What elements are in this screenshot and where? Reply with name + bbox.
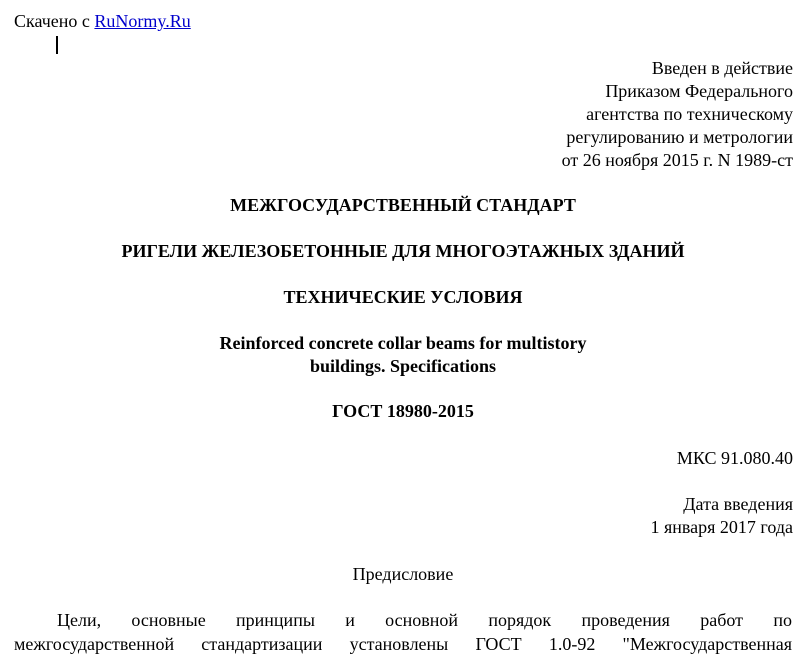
source-prefix: Скачено с [14,11,95,31]
paragraph-line: Цели, основные принципы и основной порядок проведения работ по [57,610,792,630]
english-title-line2: buildings. Specifications [309,356,497,376]
intro-date-value: 1 января 2017 года [650,517,793,537]
standard-name-heading: РИГЕЛИ ЖЕЛЕЗОБЕТОННЫЕ ДЛЯ МНОГОЭТАЖНЫХ ЗДАНИЙ [121,241,685,261]
foreword-heading: Предисловие [352,564,454,584]
gost-code: ГОСТ 18980-2015 [332,401,474,421]
enactment-line: Введен в действие [651,58,793,78]
english-title-line1: Reinforced concrete collar beams for multistory [219,333,587,353]
paragraph-line: межгосударственной стандартизации установлены ГОСТ 1.0-92 "Межгосударственная [14,634,792,654]
foreword-paragraph [14,608,792,656]
enactment-line: Приказом Федерального [605,81,793,101]
enactment-line: регулированию и метрологии [566,127,793,147]
enactment-line: агентства по техническому [586,104,793,124]
enactment-line: от 26 ноября 2015 г. N 1989-ст [561,150,793,170]
source-line [14,10,191,32]
text-cursor [56,36,58,54]
mks-code: МКС 91.080.40 [676,448,793,468]
standard-type-heading: МЕЖГОСУДАРСТВЕННЫЙ СТАНДАРТ [230,195,576,215]
runormy-link[interactable]: RuNormy.Ru [94,11,191,31]
intro-date-label: Дата введения [683,494,793,514]
specifications-heading: ТЕХНИЧЕСКИЕ УСЛОВИЯ [283,287,523,307]
